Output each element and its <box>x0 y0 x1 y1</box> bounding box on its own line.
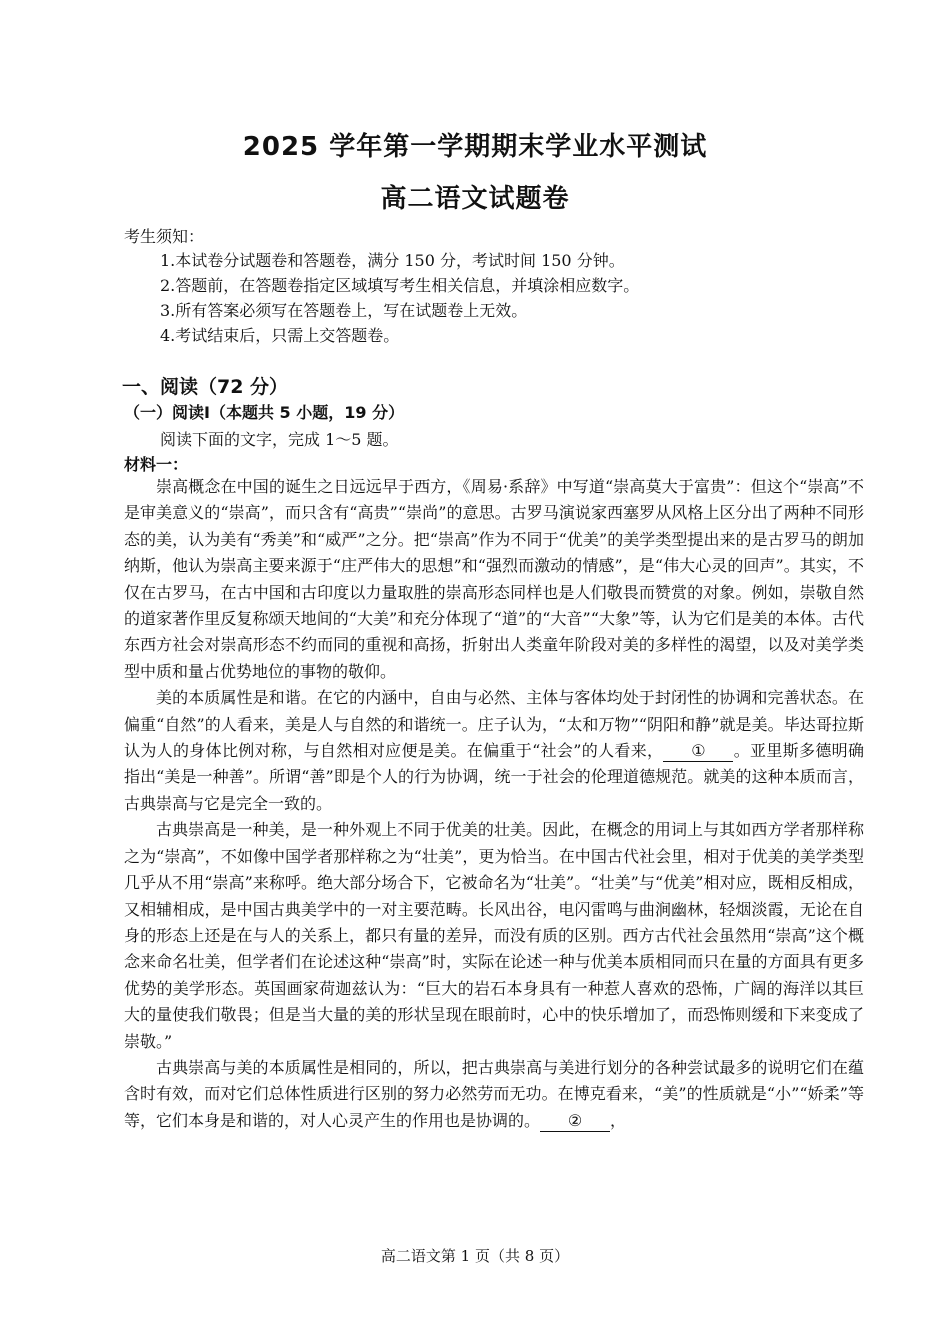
paragraph-3: 古典崇高是一种美，是一种外观上不同于优美的壮美。因此，在概念的用词上与其如西方学者那样称之为“崇高”，不如像中国学者那样称之为“壮美”，更为恰当。在中国古代社会里，相对于优美的美学类型几乎从不用“崇高”来称呼。绝大部分场合下，它被命名为“壮美”。“壮美”与“优美”相对应，既相反相成，又相辅相成，是中国古典美学中的一对主要范畴。长风出谷，电闪雷鸣与曲涧幽林，轻烟淡霞，无论在自身的形态上还是在与人的关系上，都只有量的差异，而没有质的区别。西方古代社会虽然用“崇高”这个概念来命名壮美，但学者们在论述这种“崇高”时，实际在论述一种与优美本质相同而只在量的方面具有更多优势的美学形态。英国画家荷迦兹认为：“巨大的岩石本身具有一种惹人喜欢的恐怖，广阔的海洋以其巨大的量使我们敬畏；但是当大量的美的形状呈现在眼前时，心中的快乐增加了，而恐怖则缓和下来变成了崇敬。” <box>124 820 864 1051</box>
paragraph-4-text-b: ， <box>610 1110 627 1130</box>
blank-1: ① <box>663 741 733 762</box>
notice-heading: 考生须知： <box>124 227 205 246</box>
reading-passage <box>124 474 864 1134</box>
section-heading: 一、阅读（72 分） <box>122 376 289 398</box>
notice-item: 3.所有答案必须写在答题卷上，写在试题卷上无效。 <box>160 301 528 320</box>
paragraph-2-text-a: 美的本质属性是和谐。在它的内涵中，自由与必然、主体与客体均处于封闭性的协调和完善状态。在偏重“自然”的人看来，美是人与自然的和谐统一。庄子认为，“太和万物”“阴阳和静”就是美。毕达哥拉斯认为人的身体比例对称，与自然相对应便是美。在偏重于“社会”的人看来， <box>124 688 864 761</box>
section-instruction: 阅读下面的文字，完成 1～5 题。 <box>160 430 399 449</box>
exam-subtitle: 高二语文试题卷 <box>380 184 570 214</box>
paragraph-4 <box>124 1055 864 1134</box>
paragraph-2 <box>124 685 864 817</box>
paragraph-1: 崇高概念在中国的诞生之日远远早于西方，《周易·系辞》中写道“崇高莫大于富贵”：但这个“崇高”不是审美意义的“崇高”，而只含有“高贵”“崇尚”的意思。古罗马演说家西塞罗从风格上区分出了两种不同形态的美，认为美有“秀美”和“威严”之分。把“崇高”作为不同于“优美”的美学类型提出来的是古罗马的朗加纳斯，他认为崇高主要来源于“庄严伟大的思想”和“强烈而激动的情感”，是“伟大心灵的回声”。其实，不仅在古罗马，在古中国和古印度以力量取胜的崇高形态同样也是人们敬畏而赞赏的对象。例如，崇敬自然的道家著作里反复称颂天地间的“大美”和充分体现了“道”的“大音”“大象”等，认为它们是美的本体。古代东西方社会对崇高形态不约而同的重视和高扬，折射出人类童年阶段对美的多样性的渴望，以及对美学类型中质和量占优势地位的事物的敬仰。 <box>124 477 864 681</box>
section-subheading: （一）阅读Ⅰ（本题共 5 小题，19 分） <box>124 403 405 422</box>
material-label: 材料一： <box>124 455 189 474</box>
paragraph-2-text-b: 。亚里斯多德明确指出“美是一种善”。所谓“善”即是个人的行为协调，统一于社会的伦理道德规范。就美的这种本质而言，古典崇高与它是完全一致的。 <box>124 741 864 813</box>
notice-item: 2.答题前，在答题卷指定区域填写考生相关信息，并填涂相应数字。 <box>160 276 640 295</box>
notice-item: 4.考试结束后，只需上交答题卷。 <box>160 326 400 345</box>
notice-item: 1.本试卷分试题卷和答题卷，满分 150 分，考试时间 150 分钟。 <box>160 251 625 270</box>
paragraph-4-text-a: 古典崇高与美的本质属性是相同的，所以，把古典崇高与美进行划分的各种尝试最多的说明它们在蕴含时有效，而对它们总体性质进行区别的努力必然劳而无功。在博克看来，“美”的性质就是“小”“娇柔”等等，它们本身是和谐的，对人心灵产生的作用也是协调的。 <box>124 1057 864 1130</box>
blank-2: ② <box>540 1111 610 1132</box>
page-footer: 高二语文第 1 页（共 8 页） <box>380 1247 570 1265</box>
exam-title: 2025 学年第一学期期末学业水平测试 <box>242 132 708 162</box>
notice-list <box>160 248 639 348</box>
